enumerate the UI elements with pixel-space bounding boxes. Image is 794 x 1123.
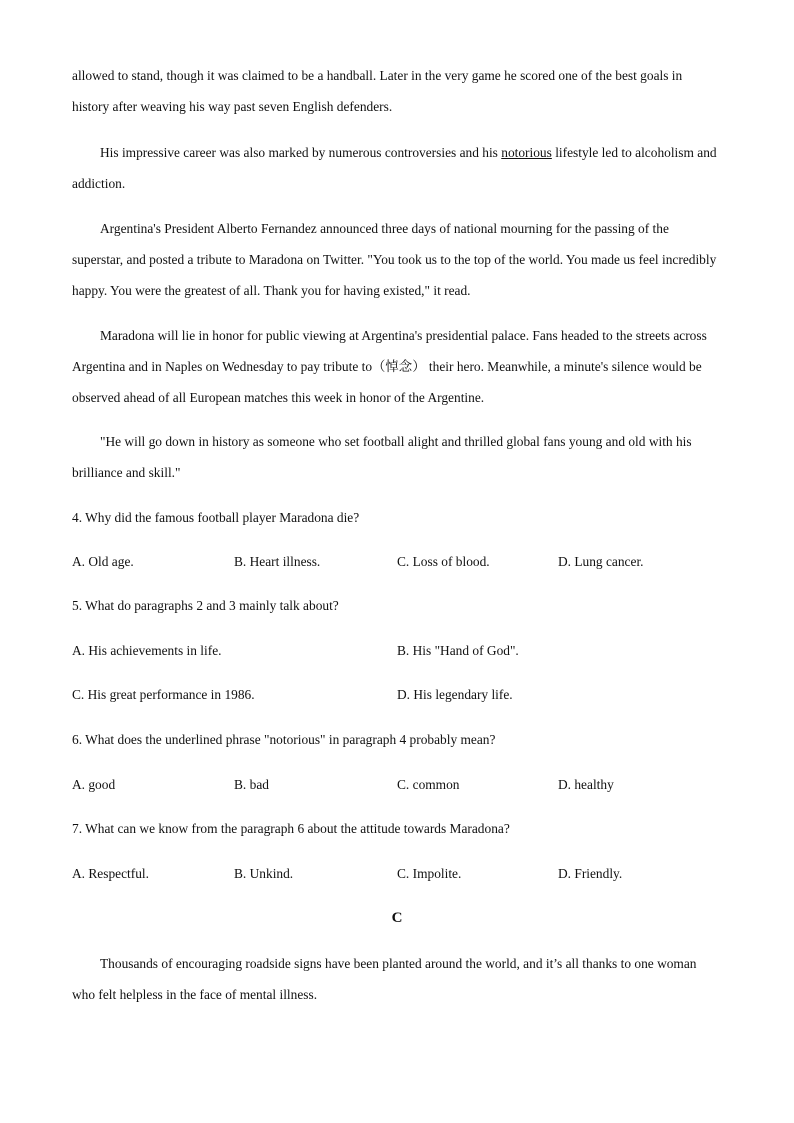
- q7-option-a: A. Respectful.: [72, 866, 149, 881]
- q6-option-d: D. healthy: [558, 777, 614, 792]
- underlined-word-notorious: notorious: [501, 145, 552, 160]
- paragraph-5: "He will go down in history as someone who set football alight and thrilled global fans young and old with his brilliance and skill.": [72, 434, 692, 480]
- question-4: 4. Why did the famous football player Maradona die?: [72, 510, 360, 525]
- question-6: 6. What does the underlined phrase "notorious" in paragraph 4 probably mean?: [72, 732, 496, 747]
- q6-option-a: A. good: [72, 777, 116, 792]
- q5-option-b: B. His "Hand of God".: [397, 643, 519, 658]
- question-5: 5. What do paragraphs 2 and 3 mainly talk about?: [72, 598, 339, 613]
- q5-option-a: A. His achievements in life.: [72, 643, 222, 658]
- q5-option-c: C. His great performance in 1986.: [72, 687, 255, 702]
- paragraph-2: [72, 137, 722, 199]
- q6-option-b: B. bad: [234, 777, 269, 792]
- paragraph-4: Maradona will lie in honor for public viewing at Argentina's presidential palace. Fans headed to the streets across Argentina and in Naples on Wednesday to pay tribute to（悼念） their hero. Meanwhile, a minute's silence would be observed ahead of all European matches this week in honor of the Argentine.: [72, 328, 707, 405]
- paragraph-2-start: His impressive career was also marked by numerous controversies and his: [100, 145, 502, 160]
- question-7: 7. What can we know from the paragraph 6 about the attitude towards Maradona?: [72, 821, 510, 836]
- q4-option-a: A. Old age.: [72, 554, 134, 569]
- q4-option-c: C. Loss of blood.: [397, 554, 490, 569]
- section-c-paragraph: Thousands of encouraging roadside signs have been planted around the world, and it’s all thanks to one woman who felt helpless in the face of mental illness.: [72, 956, 697, 1002]
- q7-option-c: C. Impolite.: [397, 866, 462, 881]
- paragraph-1: allowed to stand, though it was claimed to be a handball. Later in the very game he scored one of the best goals in history after weaving his way past seven English defenders.: [72, 68, 683, 114]
- q4-option-d: D. Lung cancer.: [558, 554, 644, 569]
- q5-option-d: D. His legendary life.: [397, 687, 513, 702]
- q7-option-d: D. Friendly.: [558, 866, 623, 881]
- paragraph-2-end: lifestyle led to alcoholism and addiction.: [72, 145, 717, 191]
- q4-option-b: B. Heart illness.: [234, 554, 321, 569]
- section-c-heading: C: [391, 910, 403, 926]
- q6-option-c: C. common: [397, 777, 460, 792]
- paragraph-3: Argentina's President Alberto Fernandez announced three days of national mourning for the passing of the superstar, and posted a tribute to Maradona on Twitter. "You took us to the top of the world. You made us feel incredibly happy. You were the greatest of all. Thank you for having existed," it read.: [72, 221, 717, 298]
- q7-option-b: B. Unkind.: [234, 866, 294, 881]
